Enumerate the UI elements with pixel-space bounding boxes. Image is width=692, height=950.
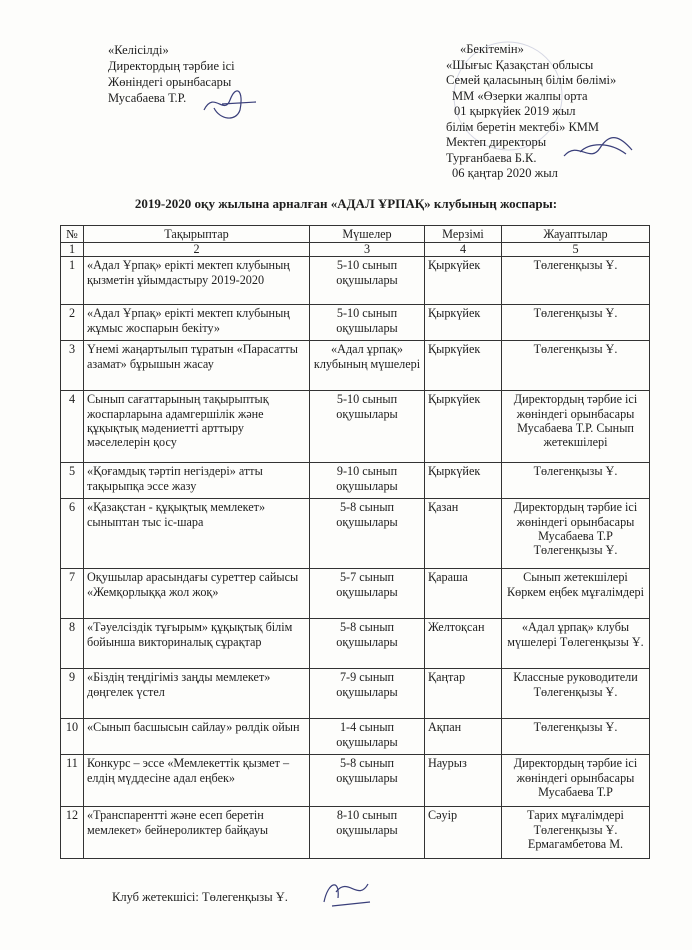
column-number: 4	[425, 243, 502, 257]
row-members: 9-10 сынып оқушылары	[310, 463, 425, 499]
header-term: Мерзімі	[425, 226, 502, 243]
row-topic: «Транспарентті және есеп беретін мемлекет» бейнероликтер байқауы	[84, 807, 310, 859]
row-topic: «Тәуелсіздік тұғырым» құқықтық білім бойынша викториналық сұрақтар	[84, 619, 310, 669]
header-number: №	[61, 226, 84, 243]
row-members: 5-8 сынып оқушылары	[310, 499, 425, 569]
header-members: Мүшелер	[310, 226, 425, 243]
row-number: 11	[61, 755, 84, 807]
row-term: Қыркүйек	[425, 305, 502, 341]
row-number: 12	[61, 807, 84, 859]
row-number: 1	[61, 257, 84, 305]
row-topic: «Сынып басшысын сайлау» рөлдік ойын	[84, 719, 310, 755]
row-responsible: Төлегенқызы Ұ.	[502, 719, 650, 755]
row-number: 7	[61, 569, 84, 619]
table-row	[61, 807, 650, 859]
table-row	[61, 669, 650, 719]
row-term: Қыркүйек	[425, 463, 502, 499]
table-row	[61, 391, 650, 463]
row-members: 5-8 сынып оқушылары	[310, 619, 425, 669]
row-responsible: Төлегенқызы Ұ.	[502, 257, 650, 305]
approval-ratified-line: «Бекітемін»	[460, 42, 524, 56]
row-responsible: Классные руководители Төлегенқызы Ұ.	[502, 669, 650, 719]
row-topic: Оқушылар арасындағы суреттер сайысы «Жемқорлыққа жол жоқ»	[84, 569, 310, 619]
approval-ratified-line: білім беретін мектебі» КММ	[446, 119, 600, 134]
approval-ratified-line: Мектеп директоры	[446, 135, 547, 149]
row-topic: «Қазақстан - құқықтық мемлекет» сыныптан тыс іс-шара	[84, 499, 310, 569]
approval-agreed-line: «Келісілді»	[108, 43, 169, 57]
row-term: Қаңтар	[425, 669, 502, 719]
row-number: 5	[61, 463, 84, 499]
approval-ratified-line: Семей қаласының білім бөлімі»	[446, 73, 617, 87]
approval-ratified-line: ММ «Өзерки жалпы орта	[452, 88, 588, 103]
row-term: Наурыз	[425, 755, 502, 807]
column-number: 2	[84, 243, 310, 257]
approval-ratified-line: 06 қаңтар 2020 жыл	[452, 166, 558, 180]
deputy-signature	[200, 86, 260, 126]
row-responsible: Директордың тәрбие ісі жөніндегі орынбасары Мусабаева Т.Р	[502, 755, 650, 807]
row-term: Ақпан	[425, 719, 502, 755]
table-row	[61, 257, 650, 305]
row-topic: Конкурс – эссе «Мемлекеттік қызмет – елдің мүддесіне адал еңбек»	[84, 755, 310, 807]
table-row	[61, 341, 650, 391]
row-responsible: Төлегенқызы Ұ.	[502, 463, 650, 499]
row-responsible: Директордың тәрбие ісі жөніндегі орынбасары Мусабаева Т.Р Төлегенқызы Ұ.	[502, 499, 650, 569]
row-topic: Үнемі жаңартылып тұратын «Парасатты азамат» бұрышын жасау	[84, 341, 310, 391]
row-topic: «Қоғамдық тәртіп негіздері» атты тақырыпқа эссе жазу	[84, 463, 310, 499]
column-number-row	[61, 243, 650, 257]
row-members: 5-8 сынып оқушылары	[310, 755, 425, 807]
row-term: Желтоқсан	[425, 619, 502, 669]
row-members: 5-10 сынып оқушылары	[310, 305, 425, 341]
row-topic: Сынып сағаттарының тақырыптық жоспарларына адамгершілік және құқықтық мәдениетті арттыру мәселелерін қосу	[84, 391, 310, 463]
director-signature	[560, 130, 640, 170]
column-number: 1	[61, 243, 84, 257]
table-row	[61, 569, 650, 619]
table-row	[61, 305, 650, 341]
row-number: 9	[61, 669, 84, 719]
row-responsible: Тарих мұғалімдері Төлегенқызы Ұ. Ермагамбетова М.	[502, 807, 650, 859]
table-row	[61, 463, 650, 499]
table-header-row	[61, 226, 650, 243]
row-responsible: Директордың тәрбие ісі жөніндегі орынбасары Мусабаева Т.Р. Сынып жетекшілері	[502, 391, 650, 463]
approval-ratified-line: Турғанбаева Б.К.	[446, 150, 537, 165]
row-number: 8	[61, 619, 84, 669]
row-term: Қараша	[425, 569, 502, 619]
row-members: 1-4 сынып оқушылары	[310, 719, 425, 755]
row-topic: «Адал Ұрпақ» ерікті мектеп клубының қызметін ұйымдастыру 2019-2020	[84, 257, 310, 305]
club-leader-signature	[318, 872, 378, 912]
row-members: 5-7 сынып оқушылары	[310, 569, 425, 619]
row-term: Қыркүйек	[425, 341, 502, 391]
row-term: Қыркүйек	[425, 257, 502, 305]
row-members: 5-10 сынып оқушылары	[310, 391, 425, 463]
row-responsible: «Адал ұрпақ» клубы мүшелері Төлегенқызы Ұ.	[502, 619, 650, 669]
row-number: 4	[61, 391, 84, 463]
row-number: 10	[61, 719, 84, 755]
row-number: 6	[61, 499, 84, 569]
header-topics: Тақырыптар	[84, 226, 310, 243]
row-members: 8-10 сынып оқушылары	[310, 807, 425, 859]
approval-ratified-line: «Шығыс Қазақстан облысы	[446, 57, 594, 72]
table-row	[61, 619, 650, 669]
plan-table	[60, 225, 650, 859]
table-row	[61, 755, 650, 807]
row-topic: «Адал Ұрпақ» ерікті мектеп клубының жұмыс жоспарын бекіту»	[84, 305, 310, 341]
row-responsible: Төлегенқызы Ұ.	[502, 305, 650, 341]
header-responsible: Жауаптылар	[502, 226, 650, 243]
approval-ratified-line: 01 қыркүйек 2019 жыл	[454, 104, 576, 118]
row-responsible: Төлегенқызы Ұ.	[502, 341, 650, 391]
table-row	[61, 719, 650, 755]
row-term: Қыркүйек	[425, 391, 502, 463]
approval-agreed-line: Мусабаева Т.Р.	[108, 91, 187, 105]
approval-agreed-line: Директордың тәрбие ісі	[108, 59, 235, 73]
row-members: 5-10 сынып оқушылары	[310, 257, 425, 305]
row-topic: «Біздің теңдігіміз заңды мемлекет» дөңгелек үстел	[84, 669, 310, 719]
row-members: 7-9 сынып оқушылары	[310, 669, 425, 719]
approval-agreed-line: Жөніндегі орынбасары	[108, 75, 232, 89]
row-number: 2	[61, 305, 84, 341]
column-number: 3	[310, 243, 425, 257]
row-responsible: Сынып жетекшілері Көркем еңбек мұғалімдері	[502, 569, 650, 619]
row-term: Сәуір	[425, 807, 502, 859]
row-term: Қазан	[425, 499, 502, 569]
table-row	[61, 499, 650, 569]
document-title: 2019-2020 оқу жылына арналған «АДАЛ ҰРПАҚ» клубының жоспары:	[134, 196, 558, 211]
row-number: 3	[61, 341, 84, 391]
club-leader-footer: Клуб жетекшісі: Төлегенқызы Ұ.	[112, 890, 288, 904]
row-members: «Адал ұрпақ» клубының мүшелері	[310, 341, 425, 391]
column-number: 5	[502, 243, 650, 257]
